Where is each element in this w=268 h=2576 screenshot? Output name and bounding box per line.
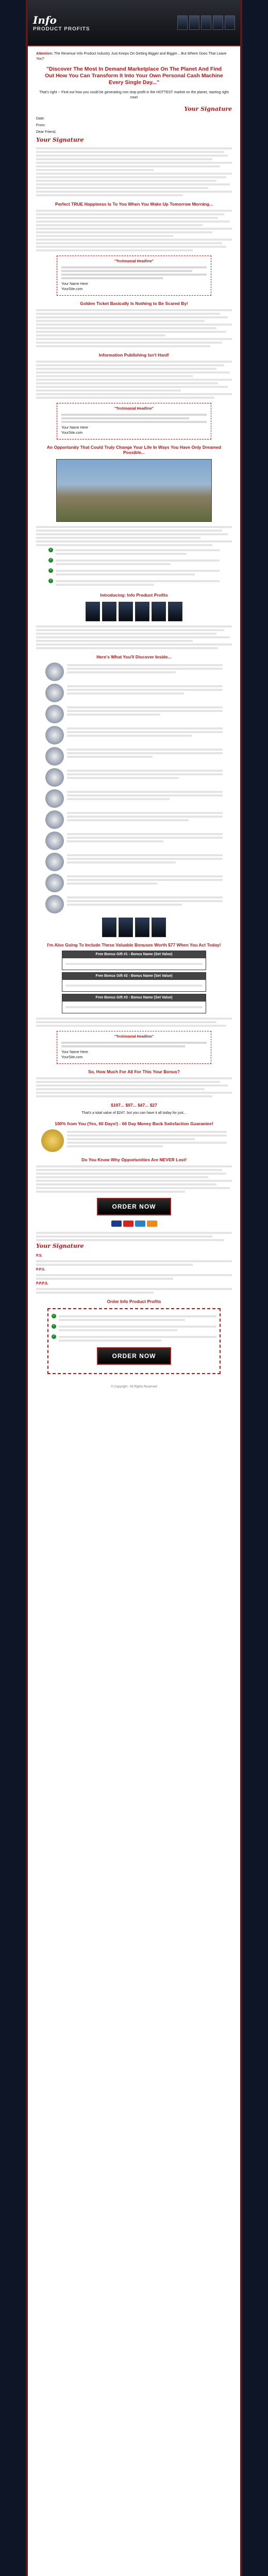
sub-headline: That's right -- Find out how you could be generating non stop profit in the HOTTEST market on the planet, starting right now!: [39, 91, 229, 99]
list-item: [45, 874, 223, 892]
list-item: [45, 789, 223, 808]
list-item: [45, 726, 223, 744]
check-list: [36, 548, 232, 587]
check-icon: ✓: [52, 1325, 56, 1328]
testimonial-box-2: "Testimonial Headline" Your Name Here YourSite.com: [57, 403, 211, 439]
signature-image: Your Signature: [184, 106, 232, 112]
check-icon: ✓: [52, 1314, 56, 1317]
main-headline: "Discover The Most In Demand Marketplace On The Planet And Find Out How You Can Transform It Into Your Own Personal Cash Machine Every Single Day...": [45, 66, 223, 86]
mastercard-icon: [123, 1221, 133, 1227]
list-item: [48, 568, 220, 577]
feature-list: [36, 663, 232, 913]
order-button-2[interactable]: ORDER NOW: [97, 1347, 171, 1365]
testimonial-box-3: "Testimonial Headline" Your Name Here YourSite.com: [57, 1031, 211, 1064]
signature-image-2: Your Signature: [36, 137, 84, 143]
section-heading-price: So, How Much For All For This Your Bonus?: [88, 1069, 180, 1074]
list-item: [45, 853, 223, 871]
check-icon: ✓: [49, 558, 53, 562]
bonus-box: Free Bonus Gift #2 - Bonus Name (Set Value): [62, 972, 206, 992]
testimonial-box: "Testimonial Headline" Your Name Here YourSite.com: [57, 256, 211, 296]
cd-icon: [45, 747, 64, 766]
product-box-image: [36, 602, 232, 621]
list-item: [45, 705, 223, 723]
house-car-image: [56, 459, 212, 522]
section-heading-golden: Golden Ticket Basically Is Nothing to Be Scared By!: [80, 301, 188, 306]
product-box-row: [177, 15, 235, 30]
section-heading-bonuses: I'm Also Going To Include These Valuable Bonuses Worth $77 When You Act Today!: [47, 942, 221, 947]
date-line: Date:: [36, 117, 45, 121]
visa-icon: [111, 1221, 122, 1227]
sales-page: [26, 0, 242, 2576]
list-item: [48, 558, 220, 567]
cd-icon: [45, 663, 64, 681]
list-item: [45, 684, 223, 702]
body-copy-4: [36, 361, 232, 399]
body-copy-7: [36, 1018, 232, 1027]
main-content: [28, 46, 240, 1394]
body-copy-5: [36, 526, 232, 546]
check-icon: ✓: [49, 579, 53, 582]
section-heading-never-lost: Do You Know Why Opportunities Are NEVER Lost!: [81, 1157, 187, 1162]
brand-logo: Info PRODUCT PROFITS: [33, 13, 90, 32]
attention-line: Attention: The Revenue Info Product Industry Just Keeps On Getting Bigger and Bigger... But Where Does That Leave You?: [36, 52, 227, 61]
check-icon: ✓: [49, 569, 53, 572]
cd-icon: [45, 874, 64, 892]
section-heading-introducing: Introducing: Info Product Profits: [100, 592, 168, 598]
list-item: [45, 663, 223, 681]
cd-icon: [45, 789, 64, 808]
cd-icon: [45, 832, 64, 850]
list-item: [52, 1314, 216, 1323]
signature-image-3: Your Signature: [36, 1243, 84, 1249]
section-heading-info-publishing: Information Publishing Isn't Hard!: [98, 352, 170, 358]
body-copy-8: [36, 1077, 232, 1097]
list-item: [45, 768, 223, 787]
discover-icon: [147, 1221, 157, 1227]
cd-icon: [45, 768, 64, 787]
check-icon: ✓: [52, 1335, 56, 1338]
body-copy-10: [36, 1232, 232, 1241]
list-item: [48, 579, 220, 587]
section-heading-opportunity: An Opportunity That Could Truly Change Your Life In Ways You Have Only Dreamed Possible...: [46, 445, 222, 455]
cd-icon: [45, 726, 64, 744]
body-copy-6: [36, 625, 232, 649]
footer-copyright: © Copyright - All Rights Reserved: [111, 1385, 157, 1388]
credit-card-icons: [36, 1221, 232, 1227]
guarantee-seal-icon: [41, 1129, 64, 1152]
price-text: That's a total value of $247, but you can have it all today for just...: [81, 1111, 187, 1115]
cd-icon: [45, 705, 64, 723]
body-copy-1: [36, 147, 232, 196]
list-item: [45, 895, 223, 913]
greeting: Dear Friend,: [36, 130, 56, 134]
body-copy-2: [36, 210, 232, 251]
cd-icon: [45, 810, 64, 829]
list-item: [52, 1334, 216, 1343]
amex-icon: [135, 1221, 145, 1227]
check-icon: ✓: [49, 548, 53, 551]
section-heading-happiness: Perfect TRUE Happiness Is To You When You Wake Up Tomorrow Morning...: [55, 201, 213, 207]
from-line: From:: [36, 124, 46, 127]
price-strike: $197... $97... $47... $27: [111, 1103, 157, 1108]
list-item: [45, 747, 223, 766]
section-heading-discover: Here's What You'll Discover Inside...: [96, 654, 172, 659]
list-item: [48, 548, 220, 556]
body-copy-3: [36, 309, 232, 347]
cd-icon: [45, 853, 64, 871]
list-item: [45, 832, 223, 850]
list-item: [52, 1324, 216, 1333]
bonus-box: Free Bonus Gift #3 - Bonus Name (Set Value): [62, 994, 206, 1013]
order-form-box: [47, 1308, 221, 1374]
body-copy-9: [36, 1165, 232, 1193]
guarantee-block: [41, 1129, 227, 1152]
bonus-box: Free Bonus Gift #1 - Bonus Name (Set Value): [62, 951, 206, 970]
postscript: P.S. P.P.S. P.P.P.S.: [36, 1253, 232, 1294]
section-heading-order: Order Info Product Profits: [107, 1299, 161, 1304]
product-package-image: [36, 918, 232, 937]
section-heading-guarantee: 100% from You (Yes, 60 Days!) - 60 Day Money Back Satisfaction Guarantee!: [55, 1121, 213, 1126]
order-button[interactable]: ORDER NOW: [97, 1198, 171, 1215]
cd-icon: [45, 684, 64, 702]
cd-icon: [45, 895, 64, 913]
list-item: [45, 810, 223, 829]
header-banner: [28, 0, 240, 46]
